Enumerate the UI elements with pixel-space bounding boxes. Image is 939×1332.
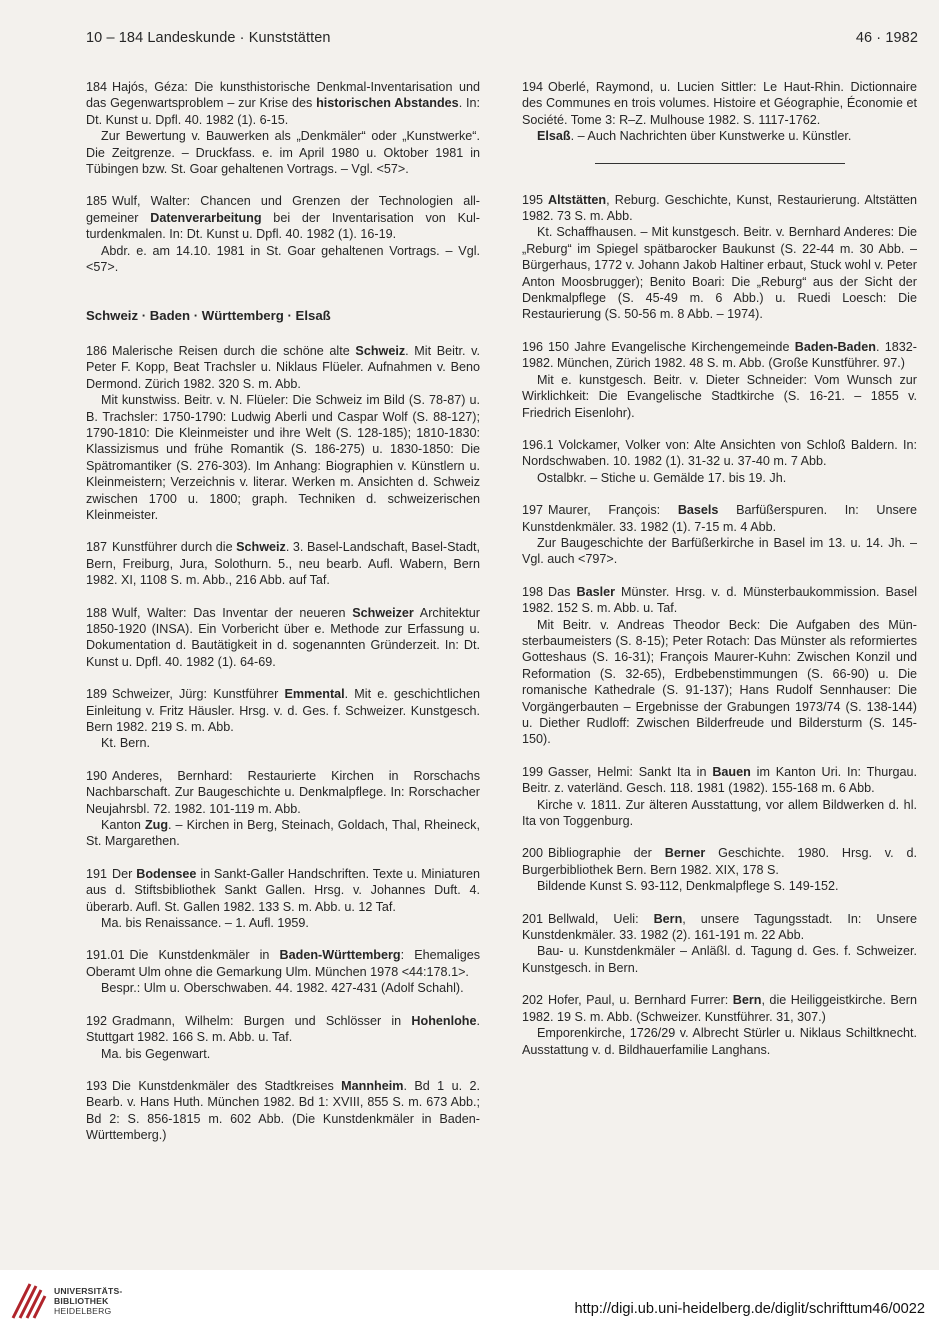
entry-193: 193 Die Kunstdenkmäler des Stadtkreises Mannheim. Bd 1 u. 2. Bearb. v. Hans Huth. München 1982. Bd 1: XVIII, 855 S. m. 673 Abb.; Bd 2: S. 856-1815 m. 602 Abb. (Die Kunstdenkmäler in Baden-Württemberg.) [86, 1078, 480, 1143]
library-name: UNIVERSITÄTS- BIBLIOTHEK HEIDELBERG [54, 1286, 123, 1316]
running-head: 10 – 184 Landeskunde · Kunststätten [86, 30, 331, 46]
entry-196-1: 196.1 Volckamer, Volker von: Alte Ansichten von Schloß Baldern. In: Nordschwaben. 10. 1982 (1). 31-32 u. 37-40 m. 7 Abb. Ostalbkr. – Stiche u. Gemälde 17. bis 19. Jh. [522, 437, 917, 485]
entry-194: 194 Oberlé, Raymond, u. Lucien Sittler: Le Haut-Rhin. Dictionnaire des Communes en trois volumes. Histoire et Géographie, Économie et Société. Tome 3: R–Z. Mulhouse 1982. S. 1117-1762. Elsaß. – Auch Nachrichten über Kunstwerke u. Künstler. [522, 80, 917, 144]
entry-201: 201 Bellwald, Ueli: Bern, unsere Tagungsstadt. In: Unsere Kunstdenkmäler. 33. 1982 (2). 161-191 m. 22 Abb. Bau- u. Kunstdenkmäler – Anläßl. d. Tagung d. Ges. f. Schweizer. Kunstgesch. in Bern. [522, 911, 917, 975]
entry-190: 190 Anderes, Bernhard: Restaurierte Kirchen in Rorschachs Nachbarschaft. Zur Baugeschichte u. Denkmalpflege. In: Rorschacher Neujahrsbl. 72. 1982. 101-119 m. Abb. Kanton Zug. – Kirchen in Berg, Steinach, Goldach, Thal, Rheineck, St. Margarethen. [86, 768, 480, 849]
entry-191: 191 Der Bodensee in Sankt-Galler Handschriften. Texte u. Miniaturen aus d. Stiftsbibliothek Sankt Gallen. Hrsg. v. Johannes Duft. 4. überarb. Aufl. St. Gallen 1982. 133 S. m. Abb. u. 12 Taf. Ma. bis Renaissance. – 1. Aufl. 1959. [86, 866, 480, 931]
entry-184: 184 Hajós, Géza: Die kunsthistorische Denkmal-Inventarisation und das Gegenwartsproblem – zur Krise des historischen Abstandes. In: Dt. Kunst u. Dpfl. 40. 1982 (1). 6-15. Zur Bewertung v. Bauwerken als „Denkmäler“ oder „Kunstwerke“. Die Zeitgrenze. – Druckfass. e. im April 1980 u. Oktober 1981 in Tübingen bzw. St. Goar gehaltenen Vortrags. – Vgl. <57>. [86, 80, 480, 177]
entry-189: 189 Schweizer, Jürg: Kunstführer Emmental. Mit e. geschichtlichen Einleitung v. Fritz Häusler. Hrsg. v. d. Ges. f. Schweizer. Kunstgesch. Bern 1982. 219 S. m. Abb. Kt. Bern. [86, 687, 480, 751]
entry-196: 196 150 Jahre Evangelische Kirchengemeinde Baden-Baden. 1832-1982. München, Zürich 1982. 48 S. m. Abb. (Große Kunstführer. 97.) Mit e. kunstgesch. Beitr. v. Dieter Schneider: Vom Wunsch zur Wirklichkeit: Die Evangelische Stadtkirche (S. 16-21. – 1855 v. Friedrich Eisenlohr). [522, 339, 917, 420]
entry-186: 186 Malerische Reisen durch die schöne alte Schweiz. Mit Beitr. v. Peter F. Kopp, Beat Trachsler u. Niklaus Flüeler. Aufnahmen v. Beno Dermond. Zürich 1982. 320 S. m. Abb. Mit kunstwiss. Beitr. v. N. Flüeler: Die Schweiz im Bild (S. 78-87) u. B. Trachsler: 1750-1790: Ludwig Aberli und Caspar Wolf (S. 88-127); 1790-1810: Die Kleinmeister und ihre Welt (S. 128-185); 1810-1830: Klassizismus und frühe Romantik (S. 186-275) u. 1830-1850: Die Spätromantiker (S. 276-303). Im Anhang: Biographien v. Künstlern u. Kleinmeistern; Verzeichnis v. literar. Werken m. Ansichten d. Schweiz zwischen 1700 u. 1800; graph. Techniken d. schweizerischen Kleinmeister. [86, 343, 481, 522]
entry-198: 198 Das Basler Münster. Hrsg. v. d. Münsterbaukommission. Basel 1982. 152 S. m. Abb. u. Taf. Mit Beitr. v. Andreas Theodor Beck: Die Aufgaben des Münsterbaumeisters (S. 8-15); Peter Rotach: Das Münster als reformiertes Gotteshaus (S. 16-31); François Maurer-Kuhn: Zwischen Konzil und Reformation (S. 32-65), Erdbebenstimmungen (S. 66-90) u. Die romanische Kathedrale (S. 91-137); Hans Rudolf Sennhauser: Die Vorgängerbauten – Ergebnisse der Grabungen 1973/74 (S. 138-144) u. Diether Rudloff: Zwischen Bilderfreude und Bildersturm (S. 145-150). [522, 584, 917, 747]
entry-197: 197 Maurer, François: Basels Barfüßerspuren. In: Unsere Kunstdenkmäler. 33. 1982 (1). 7-15 m. 4 Abb. Zur Baugeschichte der Barfüßerkirche in Basel im 13. u. 14. Jh. – Vgl. auch <797>. [522, 503, 917, 567]
volume-year: 46 · 1982 [855, 30, 918, 46]
entry-192: 192 Gradmann, Wilhelm: Burgen und Schlösser in Hohenlohe. Stuttgart 1982. 166 S. m. Abb. u. Taf. Ma. bis Gegenwart. [86, 1013, 480, 1061]
entry-188: 188 Wulf, Walter: Das Inventar der neueren Schweizer Architektur 1850-1920 (INSA). Ein Vorbericht über e. Methode zur Erfassung u. Dokumentation d. Bautätigkeit in d. sogenannten Gründerzeit. In: Dt. Kunst u. Dpfl. 40. 1982 (1). 64-69. [86, 605, 480, 669]
right-column [522, 79, 917, 1074]
entry-200: 200 Bibliographie der Berner Geschichte. 1980. Hrsg. v. d. Burgerbibliothek Bern. Bern 1982. XIX, 178 S. Bildende Kunst S. 93-112, Denkmalpflege S. 149-152. [522, 846, 917, 894]
source-url-link[interactable]: http://digi.ub.uni-heidelberg.de/diglit/schrifttum46/0022 [574, 1301, 925, 1317]
page-footer [0, 1270, 939, 1332]
entry-191-01: 191.01 Die Kunstdenkmäler in Baden-Württemberg: Ehemaliges Oberamt Ulm ohne die Gemarkung Ulm. München 1978 <44:178.1>. Bespr.: Ulm u. Oberschwaben. 44. 1982. 427-431 (Adolf Schahl). [86, 948, 480, 996]
section-divider [595, 163, 845, 164]
left-column [86, 79, 480, 1160]
entry-202: 202 Hofer, Paul, u. Bernhard Furrer: Bern, die Heiliggeistkirche. Bern 1982. 19 S. m. Abb. (Schweizer. Kunstführer. 31, 307.) Emporenkirche, 1726/29 v. Albrecht Stürler u. Niklaus Schiltknecht. Ausstattung v. d. Bildhauerfamilie Langhans. [522, 993, 917, 1057]
entry-185: 185 Wulf, Walter: Chancen und Grenzen der Technologien allgemeiner Datenverarbeitung bei der Inventarisation von Kulturdenkmalen. In: Dt. Kunst u. Dpfl. 40. 1982 (1). 16-19. Abdr. e. am 14.10. 1981 in St. Goar gehaltenen Vortrags. – Vgl. <57>. [86, 194, 480, 275]
entry-187: 187 Kunstführer durch die Schweiz. 3. Basel-Landschaft, Basel-Stadt, Bern, Freiburg, Jura, Solothurn. 5., neu bearb. Aufl. Wabern, Bern 1982. XI, 1108 S. m. Abb., 216 Abb. auf Taf. [86, 540, 480, 588]
library-emblem-icon [10, 1280, 48, 1320]
entry-195: 195 Altstätten, Reburg. Geschichte, Kunst, Restaurierung. Altstätten 1982. 73 S. m. Abb. Kt. Schaffhausen. – Mit kunstgesch. Beitr. v. Bernhard Anderes: Die „Reburg“ im Spiegel spätbarocker Baukunst (S. 22-44 m. 30 Abb. – Bürgerhaus, 1772 v. Johann Jakob Haltiner erbaut, Stuck wohl v. Peter Anton Moosbrugger); Benito Boari: Die „Reburg“ aus der Sicht der Denkmalpflege (S. 45-49 m. 6 Abb.) u. Ruedi Loesch: Die Restaurierung (S. 50-56 m. 8 Abb. – 1974). [522, 192, 917, 322]
section-heading: Schweiz · Baden · Württemberg · Elsaß [86, 308, 331, 324]
library-logo[interactable] [10, 1278, 155, 1324]
entry-199: 199 Gasser, Helmi: Sankt Ita in Bauen im Kanton Uri. In: Thurgau. Beitr. z. vaterländ. Gesch. 118. 1981 (1982). 155-168 m. 6 Abb. Kirche v. 1811. Zur älteren Ausstattung, vor allem Bildwerken d. hl. Ita von Toggenburg. [522, 764, 917, 829]
page-header [86, 30, 918, 52]
